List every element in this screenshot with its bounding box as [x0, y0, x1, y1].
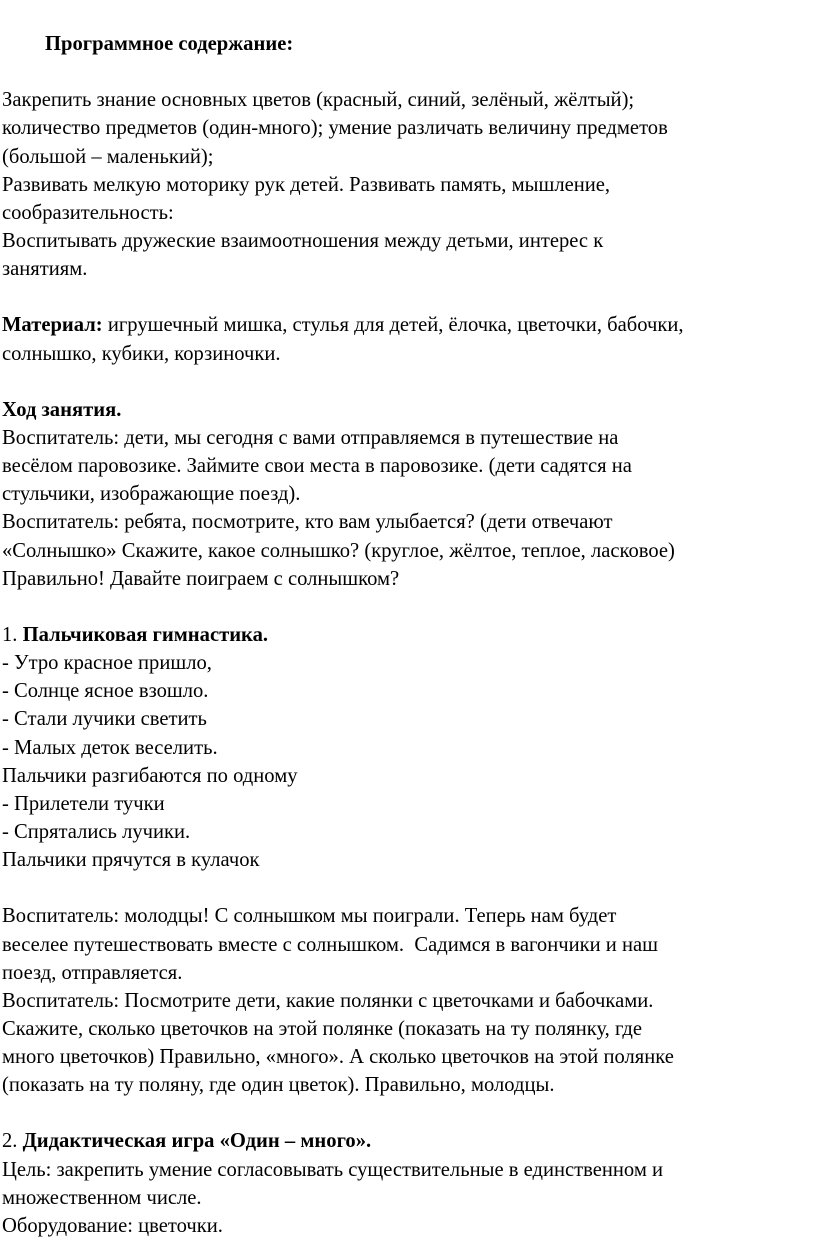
section-heading-line	[0, 621, 816, 649]
game-line: Цель: закрепить умение согласовывать существительные в единственном и	[2, 1158, 664, 1181]
poem-line: Пальчики разгибаются по одному	[2, 764, 298, 787]
poem-line: - Стали лучики светить	[2, 708, 207, 731]
dialogue-line: веселее путешествовать вместе с солнышком. Садимся в вагончики и наш	[2, 933, 658, 956]
lesson-line: «Солнышко» Скажите, какое солнышко? (круглое, жёлтое, теплое, ласковое)	[2, 539, 675, 562]
blank-line	[0, 1099, 816, 1127]
section-heading: Дидактическая игра «Один – много».	[22, 1130, 372, 1153]
lesson-line: Правильно! Давайте поиграем с солнышком?	[2, 567, 400, 590]
goals-line: Воспитывать дружеские взаимоотношения между детьми, интерес к	[2, 229, 604, 252]
program-content-title: Программное содержание:	[45, 33, 294, 55]
poem-line: - Солнце ясное взошло.	[2, 680, 209, 703]
dialogue-line: Скажите, сколько цветочков на этой полянке (показать на ту полянку, где	[2, 1017, 643, 1040]
blank-line	[0, 58, 816, 86]
poem-line: Пальчики прячутся в кулачок	[2, 849, 260, 872]
blank-line	[0, 283, 816, 311]
blank-line	[0, 593, 816, 621]
goals-paragraph	[0, 86, 816, 283]
lesson-line: Воспитатель: дети, мы сегодня с вами отправляемся в путешествие на	[2, 426, 619, 449]
poem-line: - Малых деток веселить.	[2, 736, 218, 759]
lesson-line: весёлом паровозике. Займите свои места в паровозике. (дети садятся на	[2, 455, 632, 478]
game-line: Оборудование: цветочки.	[2, 1214, 223, 1237]
goals-line: (большой – маленький);	[2, 145, 214, 168]
lesson-line: Воспитатель: ребята, посмотрите, кто вам улыбается? (дети отвечают	[2, 511, 613, 534]
blank-line	[0, 368, 816, 396]
poem-line: - Прилетели тучки	[2, 792, 165, 815]
dialogue-line: Воспитатель: молодцы! С солнышком мы поиграли. Теперь нам будет	[2, 905, 617, 928]
material-text: игрушечный мишка, стулья для детей, ёлочка, цветочки, бабочки,	[102, 314, 684, 337]
goals-line: Развивать мелкую моторику рук детей. Развивать память, мышление,	[2, 173, 611, 196]
material-label: Материал:	[2, 314, 103, 337]
poem-line: - Утро красное пришло,	[2, 652, 212, 675]
game-line: множественном числе.	[2, 1186, 202, 1209]
goals-line: занятиям.	[2, 258, 88, 281]
section-number: 1.	[2, 623, 23, 646]
didactic-game-section	[0, 1127, 816, 1240]
dialogue-paragraph	[0, 902, 816, 1099]
finger-gymnastics-section	[0, 621, 816, 874]
dialogue-line: поезд, отправляется.	[2, 961, 183, 984]
dialogue-line: Воспитатель: Посмотрите дети, какие полянки с цветочками и бабочками.	[2, 989, 654, 1012]
poem-line: - Спрятались лучики.	[2, 820, 191, 843]
document-page	[0, 30, 816, 1240]
lesson-heading: Ход занятия.	[2, 398, 122, 421]
goals-line: Закрепить знание основных цветов (красный, синий, зелёный, жёлтый);	[2, 89, 635, 112]
goals-line: количество предметов (один-много); умение различать величину предметов	[2, 117, 668, 140]
goals-line: сообразительность:	[2, 201, 174, 224]
material-paragraph	[0, 311, 816, 367]
material-line	[0, 311, 816, 339]
material-line: солнышко, кубики, корзиночки.	[2, 342, 281, 365]
lesson-section	[0, 396, 816, 593]
lesson-line: стульчики, изображающие поезд).	[2, 483, 301, 506]
section-heading: Пальчиковая гимнастика.	[22, 623, 269, 646]
section-number: 2.	[2, 1130, 23, 1153]
section-heading-line	[0, 1127, 816, 1155]
dialogue-line: много цветочков) Правильно, «много». А сколько цветочков на этой полянке	[2, 1046, 674, 1069]
blank-line	[0, 874, 816, 902]
dialogue-line: (показать на ту поляну, где один цветок). Правильно, молодцы.	[2, 1074, 555, 1097]
